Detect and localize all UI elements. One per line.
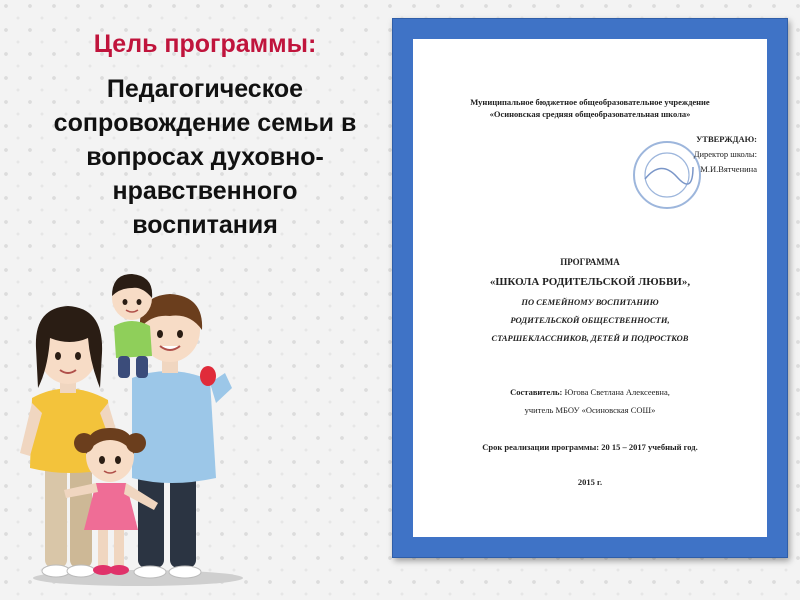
goal-line: воспитания (132, 211, 278, 239)
document-frame (392, 18, 788, 558)
goal-line: нравственного (112, 177, 298, 205)
program-label: ПРОГРАММА (560, 257, 620, 267)
goal-text (0, 72, 410, 242)
approve-label: УТВЕРЖДАЮ: (696, 134, 757, 144)
institution-line: Муниципальное бюджетное общеобразовательное учреждение (470, 97, 710, 107)
author-label: Составитель: (510, 387, 563, 397)
goal-heading: Цель программы: (93, 30, 317, 58)
document-page (413, 39, 767, 537)
program-year: 2015 г. (577, 477, 603, 487)
program-term: Срок реализации программы: 20 15 – 2017 учебный год. (482, 442, 698, 452)
approve-name: М.И.Вятченина (700, 164, 757, 174)
approve-role: Директор школы: (693, 149, 757, 159)
program-subtitle: РОДИТЕЛЬСКОЙ ОБЩЕСТВЕННОСТИ, (510, 315, 670, 325)
author-name: Югова Светлана Алексеевна, (564, 387, 670, 397)
goal-line: сопровождение семьи в (53, 109, 357, 137)
author-line (413, 387, 767, 397)
author-position: учитель МБОУ «Осиновская СОШ» (524, 405, 656, 415)
institution-line: «Осиновская средняя общеобразовательная школа» (489, 109, 691, 119)
goal-line: Педагогическое (106, 75, 304, 103)
family-illustration (20, 268, 250, 588)
program-title: «ШКОЛА РОДИТЕЛЬСКОЙ ЛЮБВИ», (489, 276, 691, 288)
program-subtitle: ПО СЕМЕЙНОМУ ВОСПИТАНИЮ (521, 297, 659, 307)
program-subtitle: СТАРШЕКЛАССНИКОВ, ДЕТЕЙ И ПОДРОСТКОВ (491, 333, 689, 343)
goal-line: вопросах духовно- (86, 143, 324, 171)
